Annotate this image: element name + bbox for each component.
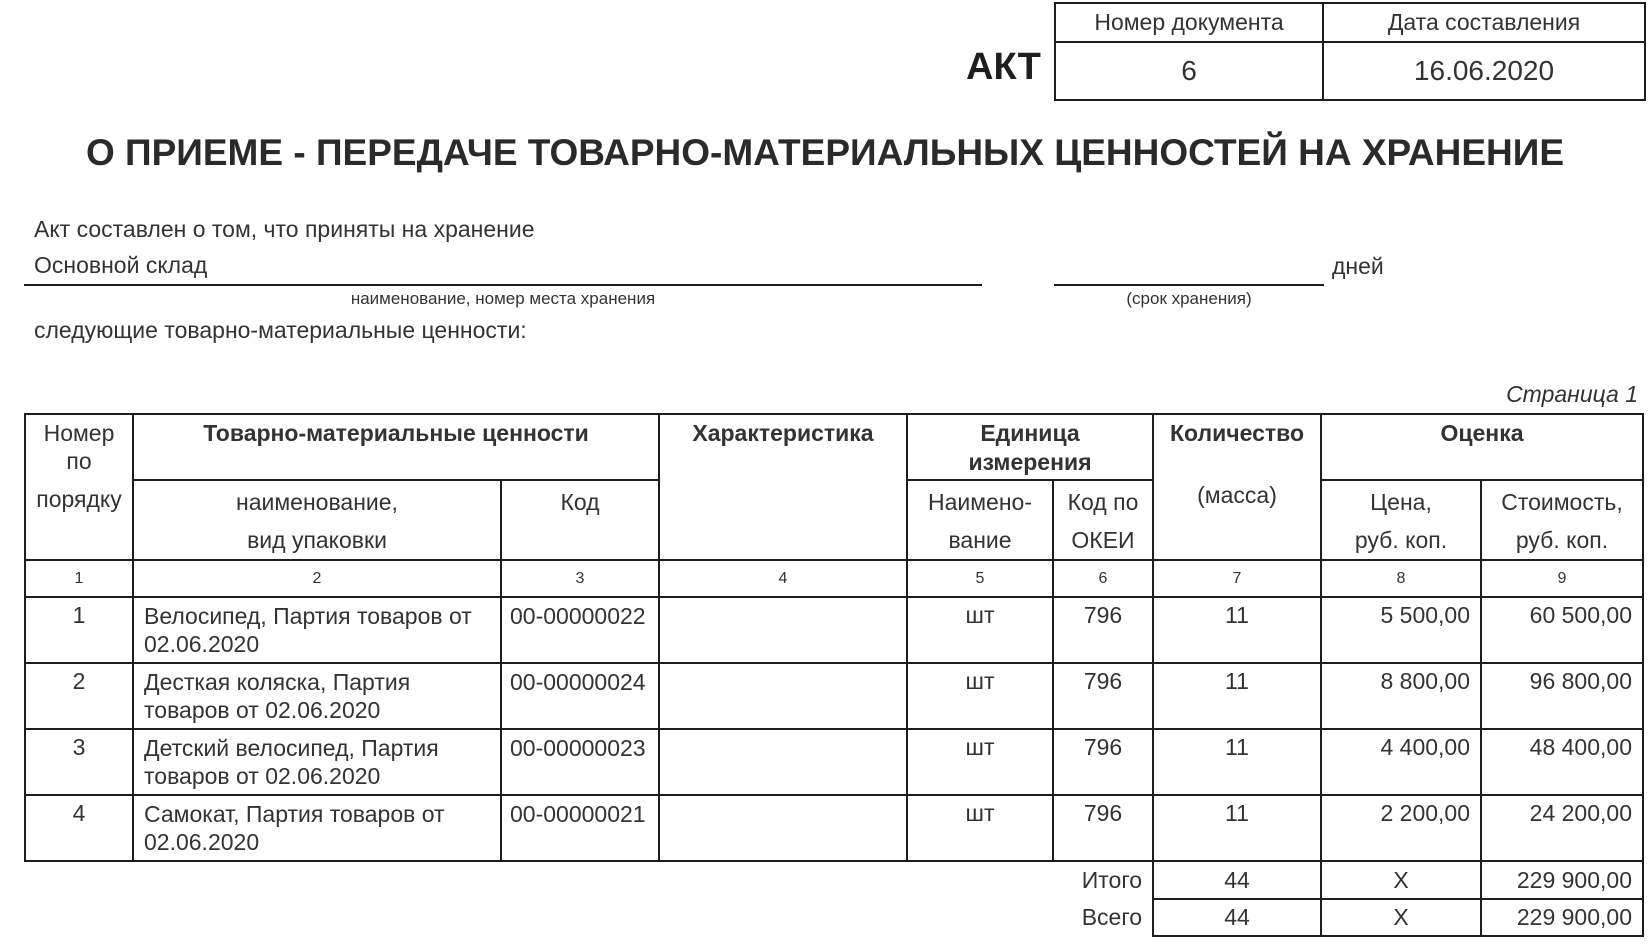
header-goods-name-line1: наименование, [236, 489, 398, 515]
doc-number: 6 [1055, 42, 1323, 100]
totals-label: Всего [1081, 904, 1142, 930]
col-number: 3 [501, 560, 659, 597]
item-price: 8 800,00 [1321, 663, 1481, 729]
item-cost: 48 400,00 [1481, 729, 1643, 795]
total-qty: 44 [1153, 861, 1321, 899]
item-name: Десткая коляска, Партия товаров от 02.06.2020 [133, 663, 501, 729]
storage-term-field [1054, 250, 1324, 286]
totals-row-itogo [25, 861, 1643, 899]
col-number: 9 [1481, 560, 1643, 597]
grand-total-cost: 229 900,00 [1481, 899, 1643, 936]
col-number: 6 [1053, 560, 1153, 597]
header-goods-code: Код [501, 480, 659, 560]
total-cost: 229 900,00 [1481, 861, 1643, 899]
page-label: Страница 1 [1506, 381, 1638, 407]
item-characteristic [659, 663, 907, 729]
header-price-line2: руб. коп. [1354, 527, 1448, 553]
table-row [25, 795, 1643, 861]
item-cost: 60 500,00 [1481, 597, 1643, 663]
item-qty: 11 [1153, 729, 1321, 795]
header-qty-sub: (масса) [1197, 482, 1277, 508]
item-okei: 796 [1053, 597, 1153, 663]
header-goods: Товарно-материальные ценности [133, 414, 659, 480]
table-row [25, 663, 1643, 729]
totals-label: Итого [1081, 867, 1142, 893]
header-num-line1: Номер [43, 420, 115, 446]
totals-row-vsego [25, 899, 1643, 936]
table-row [25, 729, 1643, 795]
header-price-line1: Цена, [1370, 489, 1432, 515]
item-unit: шт [907, 597, 1053, 663]
header-unit-line2: измерения [968, 449, 1092, 475]
totals-spacer [25, 899, 1153, 936]
header-num-line2: по [66, 448, 92, 474]
row-number: 1 [25, 597, 133, 663]
document-title: О ПРИЕМЕ - ПЕРЕДАЧЕ ТОВАРНО-МАТЕРИАЛЬНЫХ ЦЕННОСТЕЙ НА ХРАНЕНИЕ [85, 132, 1565, 173]
row-number: 4 [25, 795, 133, 861]
row-number: 2 [25, 663, 133, 729]
intro-line: Акт составлен о том, что приняты на хранение [34, 216, 535, 242]
row-number: 3 [25, 729, 133, 795]
item-unit: шт [907, 795, 1053, 861]
header-unit-code [1053, 480, 1153, 560]
header-unit-code-line2: ОКЕИ [1071, 527, 1135, 553]
header-cost-line2: руб. коп. [1515, 527, 1609, 553]
item-okei: 796 [1053, 729, 1153, 795]
header-unit-line1: Единица [980, 420, 1080, 446]
item-name: Самокат, Партия товаров от 02.06.2020 [133, 795, 501, 861]
grand-total-qty: 44 [1153, 899, 1321, 936]
col-number: 5 [907, 560, 1053, 597]
header-cost-line1: Стоимость, [1501, 489, 1623, 515]
total-price: Х [1321, 861, 1481, 899]
header-qty-label: Количество [1169, 420, 1305, 446]
storage-place-caption: наименование, номер места хранения [350, 289, 656, 308]
item-okei: 796 [1053, 663, 1153, 729]
header-goods-name [133, 480, 501, 560]
header-unit [907, 414, 1153, 480]
item-cost: 96 800,00 [1481, 663, 1643, 729]
col-number: 7 [1153, 560, 1321, 597]
col-number: 2 [133, 560, 501, 597]
totals-spacer [25, 861, 1153, 899]
storage-place-field [24, 250, 982, 286]
days-word: дней [1332, 253, 1384, 279]
item-code: 00-00000023 [501, 729, 659, 795]
header-unit-name [907, 480, 1053, 560]
header-num-line3: порядку [36, 486, 122, 512]
item-cost: 24 200,00 [1481, 795, 1643, 861]
item-okei: 796 [1053, 795, 1153, 861]
header-characteristic: Характеристика [659, 414, 907, 560]
storage-place: Основной склад [34, 252, 208, 278]
header-unit-name-line2: вание [948, 527, 1012, 553]
column-number-row [25, 560, 1643, 597]
col-number: 8 [1321, 560, 1481, 597]
item-code: 00-00000022 [501, 597, 659, 663]
item-qty: 11 [1153, 663, 1321, 729]
act-word: АКТ [966, 46, 1041, 88]
goods-table [24, 413, 1644, 937]
item-name: Велосипед, Партия товаров от 02.06.2020 [133, 597, 501, 663]
table-row [25, 597, 1643, 663]
item-price: 5 500,00 [1321, 597, 1481, 663]
doc-number-label: Номер документа [1055, 3, 1323, 42]
col-number: 4 [659, 560, 907, 597]
item-qty: 11 [1153, 597, 1321, 663]
item-price: 2 200,00 [1321, 795, 1481, 861]
doc-date-label: Дата составления [1323, 3, 1645, 42]
doc-date: 16.06.2020 [1323, 42, 1645, 100]
storage-term-caption: (срок хранения) [1126, 289, 1252, 308]
item-unit: шт [907, 729, 1053, 795]
header-qty [1153, 414, 1321, 560]
item-characteristic [659, 597, 907, 663]
header-unit-name-line1: Наимено- [927, 489, 1032, 515]
grand-total-price: Х [1321, 899, 1481, 936]
header-cost [1481, 480, 1643, 560]
header-row-1 [25, 414, 1643, 480]
item-code: 00-00000024 [501, 663, 659, 729]
header-goods-name-line2: вид упаковки [247, 527, 387, 553]
item-code: 00-00000021 [501, 795, 659, 861]
header-valuation: Оценка [1321, 414, 1643, 480]
item-unit: шт [907, 663, 1053, 729]
document-header-table [1054, 2, 1646, 101]
header-price [1321, 480, 1481, 560]
item-name: Детский велосипед, Партия товаров от 02.06.2020 [133, 729, 501, 795]
intro-line-3: следующие товарно-материальные ценности: [34, 317, 527, 343]
item-characteristic [659, 795, 907, 861]
header-unit-code-line1: Код по [1067, 489, 1139, 515]
item-price: 4 400,00 [1321, 729, 1481, 795]
item-characteristic [659, 729, 907, 795]
col-number: 1 [25, 560, 133, 597]
header-num [25, 414, 133, 560]
item-qty: 11 [1153, 795, 1321, 861]
